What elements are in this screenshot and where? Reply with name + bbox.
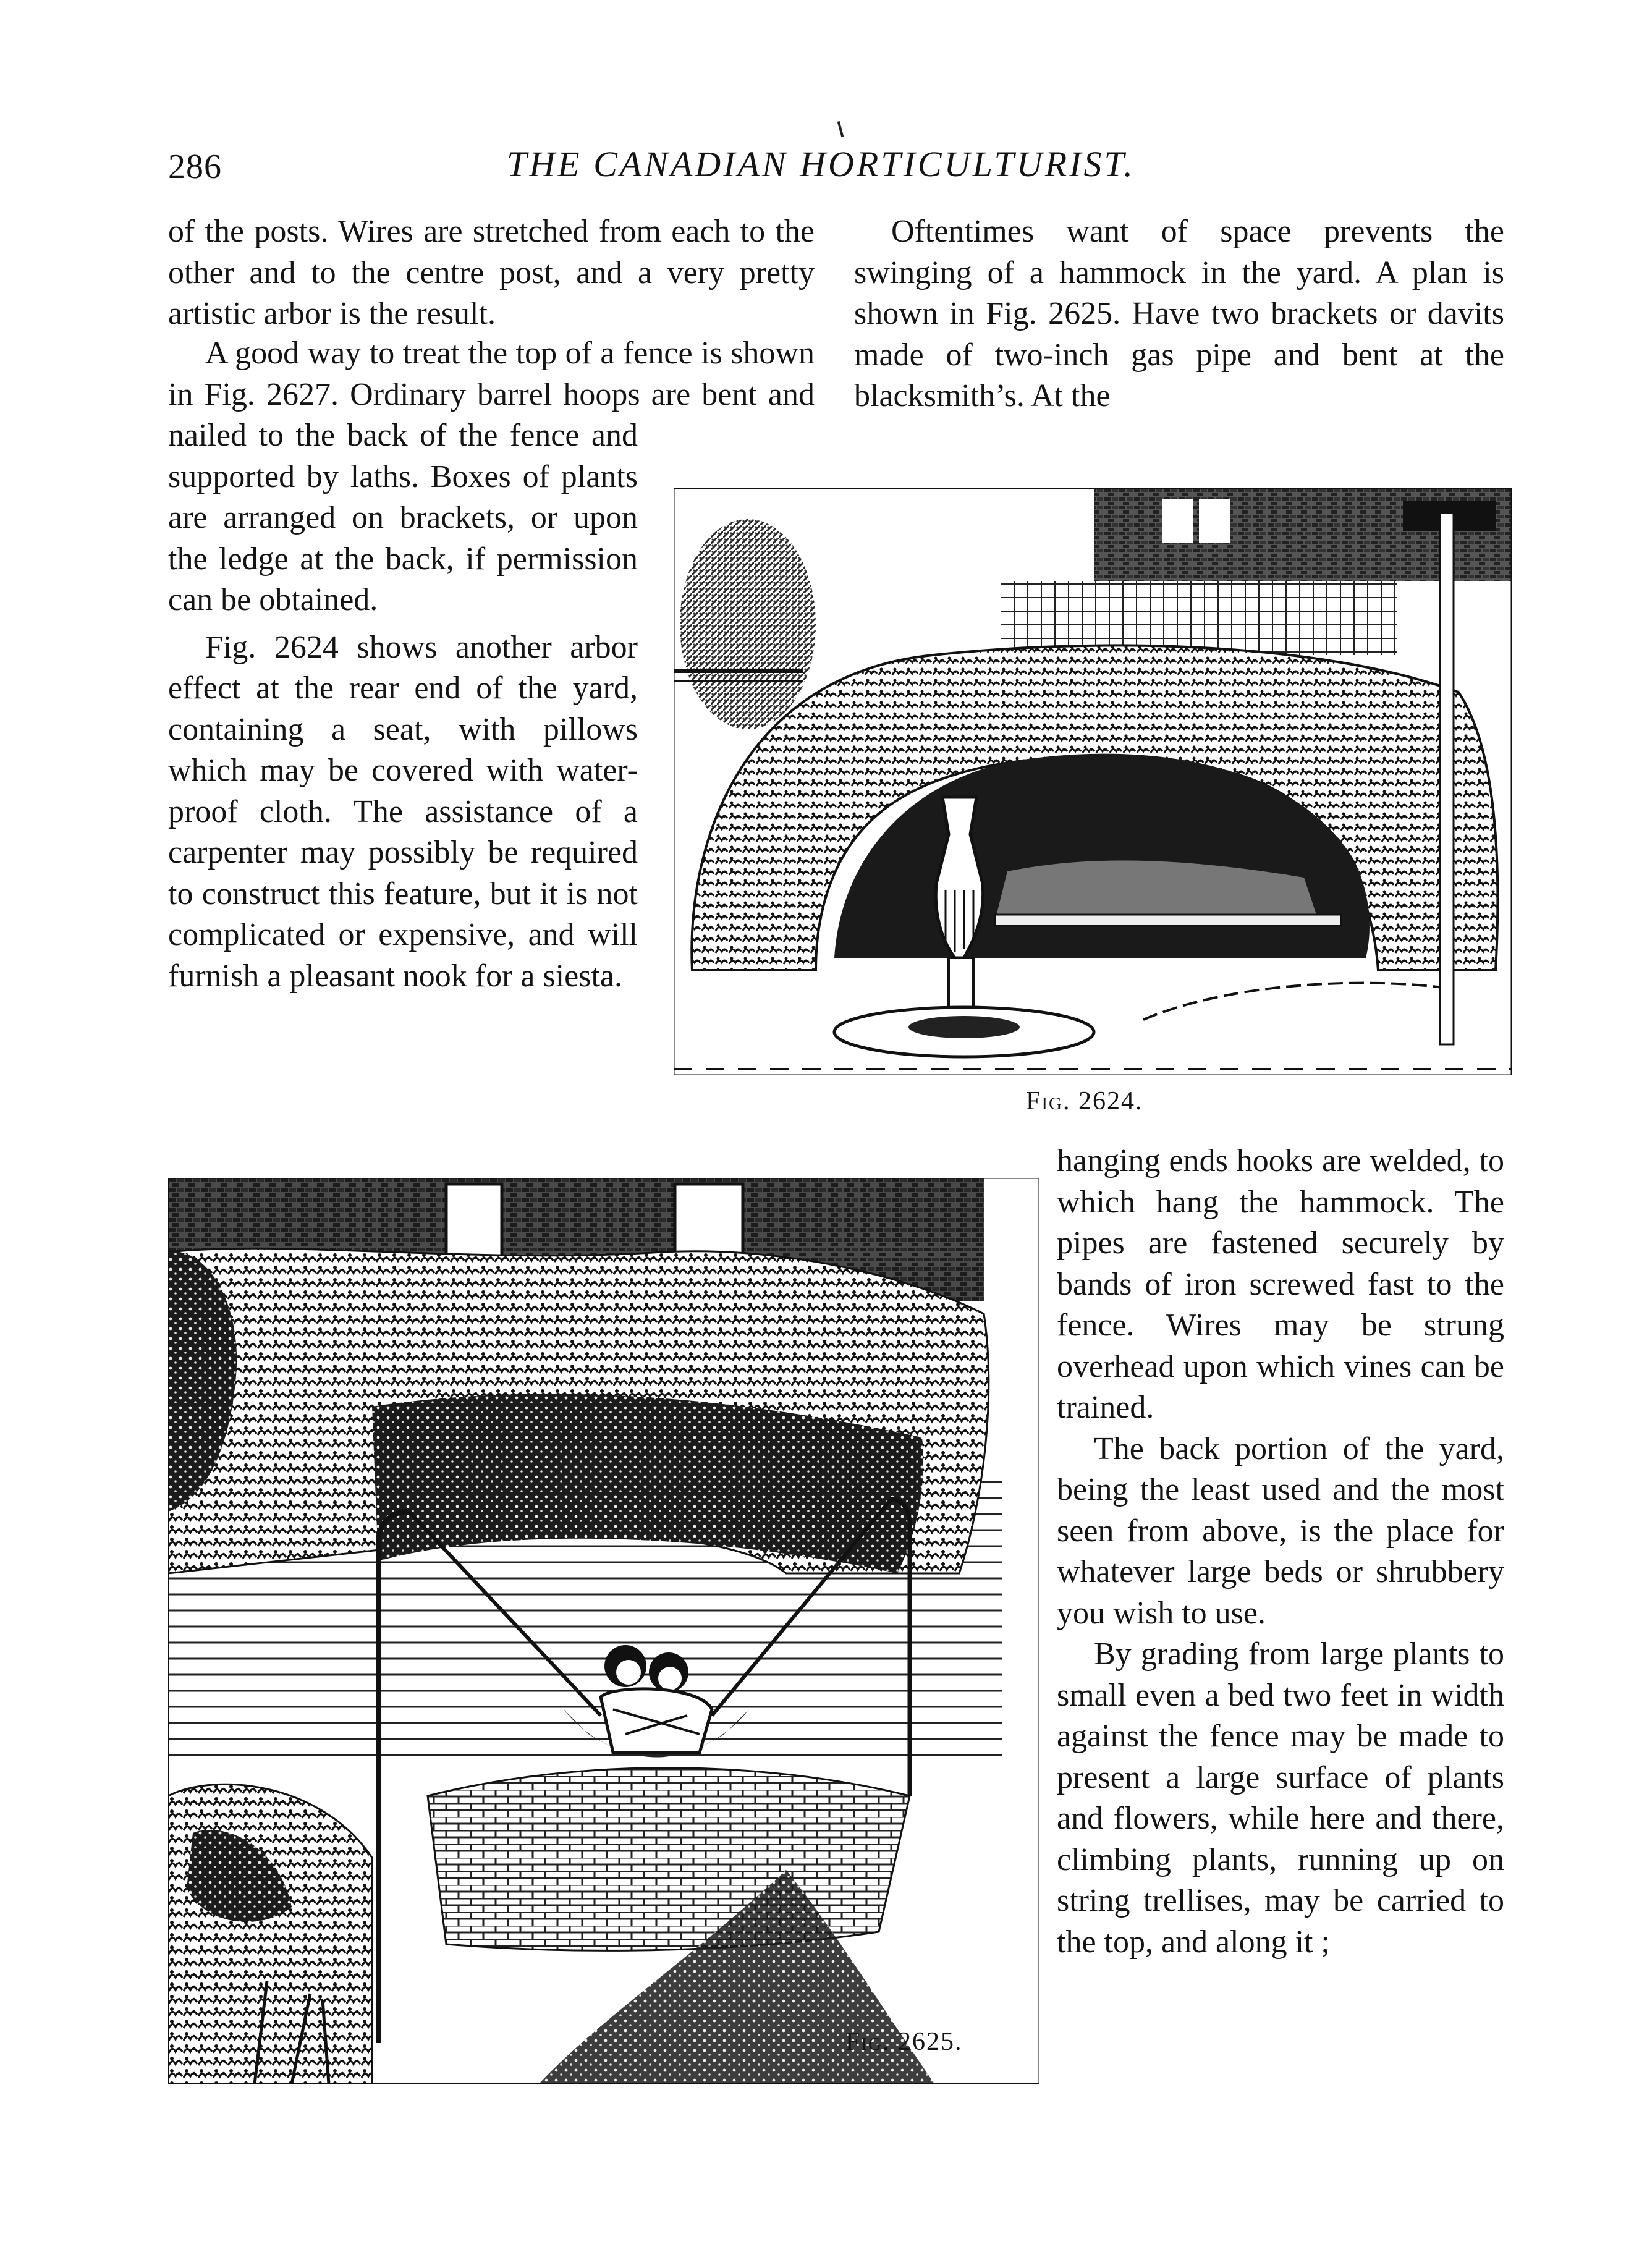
left-column-narrow [168, 415, 638, 997]
paragraph-arbor: Fig. 2624 shows another arbor effect at the rear end of the yard, containing a seat, with pillows which may be covered with water-proof cloth. The assistance of a carpenter may possibly be required to construct this feature, but it is not complicated or expensive, and will furnish a pleasant nook for a siesta. [168, 629, 638, 994]
right-column-bottom [1057, 1141, 1504, 1963]
page-number: 286 [168, 148, 222, 186]
printer-mark [837, 121, 844, 137]
hammock-engraving [168, 1178, 1039, 2084]
left-column-top [168, 211, 815, 335]
paragraph-grading: By grading from large plants to small even a bed two feet in width against the fence may be made to present a large surface of plants and flowers, while here and there, climbing plants, running up on string trellises, may be carried to the top, and along it ; [1057, 1636, 1504, 1960]
right-column-top [854, 211, 1504, 417]
paragraph-hooks: hanging ends hooks are welded, to which hang the hammock. The pipes are fastened securely by bands of iron screwed fast to the fence. Wires may be strung overhead upon which vines can be trained. [1057, 1143, 1504, 1425]
figure-2624-caption: Fig. 2624. [1026, 1087, 1143, 1115]
figure-2625-caption: Fig. 2625. [845, 2028, 963, 2056]
running-head: THE CANADIAN HORTICULTURIST. [507, 144, 1135, 184]
paragraph-back-portion: The back portion of the yard, being the least used and the most seen from above, is the place for whatever large beds or shrubbery you wish to use. [1057, 1431, 1504, 1631]
figure-2624-arbor-illustration [674, 488, 1512, 1075]
paragraph-fence-top-continued: nailed to the back of the fence and supported by laths. Boxes of plants are arranged on brackets, or upon the ledge at the back, if permission can be obtained. [168, 418, 638, 617]
paragraph-fence-top: A good way to treat the top of a fence is shown in Fig. 2627. Ordinary barrel hoops are bent and [168, 336, 815, 412]
paragraph-hammock: Oftentimes want of space prevents the swinging of a hammock in the yard. A plan is shown in Fig. 2625. Have two brackets or davits made of two-inch gas pipe and bent at the blacksmith’s. At the [854, 214, 1504, 413]
paragraph-fence-top-start [168, 333, 815, 415]
paragraph-posts: of the posts. Wires are stretched from each to the other and to the centre post, and a very pretty artistic arbor is the result. [168, 214, 815, 331]
arbor-engraving [674, 488, 1512, 1075]
figure-2625-hammock-illustration [168, 1178, 1039, 2084]
